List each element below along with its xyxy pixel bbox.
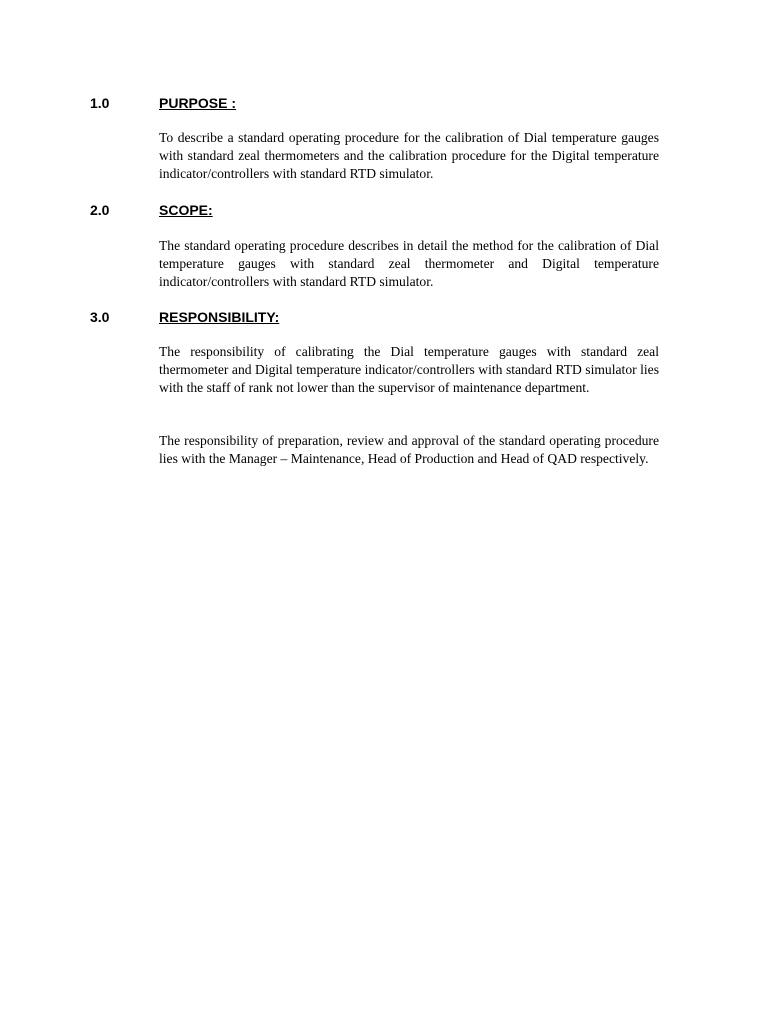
section-title: SCOPE: xyxy=(159,202,213,218)
section-number: 2.0 xyxy=(90,202,110,218)
scope-paragraph: The standard operating procedure describes in detail the method for the calibration of Dial temperature gauges with standard zeal thermometer and Digital temperature indicator/controllers with standard RTD simulator. xyxy=(159,238,659,289)
section-number: 1.0 xyxy=(90,95,110,111)
responsibility-paragraph-1: The responsibility of calibrating the Dial temperature gauges with standard zeal thermometer and Digital temperature indicator/controllers with standard RTD simulator lies with the staff of rank not lower than the supervisor of maintenance department. xyxy=(159,344,659,395)
section-number: 3.0 xyxy=(90,309,110,325)
purpose-paragraph: To describe a standard operating procedure for the calibration of Dial temperature gauges with standard zeal thermometers and the calibration procedure for the Digital temperature indicator/controllers with standard RTD simulator. xyxy=(159,130,659,181)
section-title: PURPOSE : xyxy=(159,95,237,111)
responsibility-paragraph-2: The responsibility of preparation, review and approval of the standard operating procedure lies with the Manager – Maintenance, Head of Production and Head of QAD respectively. xyxy=(159,433,659,466)
section-title: RESPONSIBILITY: xyxy=(159,309,280,325)
